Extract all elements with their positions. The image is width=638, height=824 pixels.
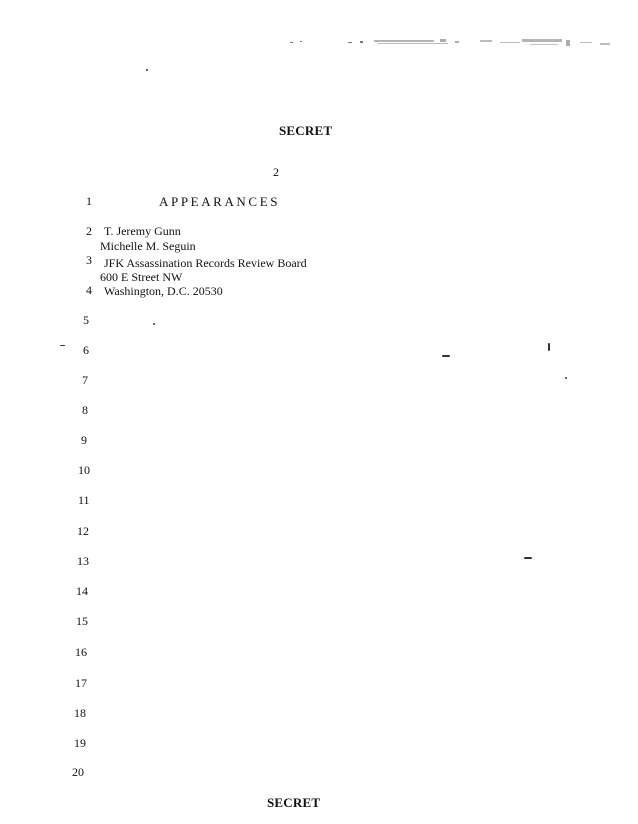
scan-speck [524,557,532,559]
appearance-line: Washington, D.C. 20530 [104,284,223,298]
scan-noise [290,36,620,50]
line-number: 6 [83,343,89,357]
line-number: 17 [75,676,87,690]
line-number: 12 [77,524,89,538]
classification-footer: SECRET [267,795,321,810]
scan-speck [153,323,155,325]
line-number: 4 [86,283,92,297]
appearance-line: T. Jeremy Gunn [104,224,181,238]
appearance-line: Michelle M. Seguin [100,239,196,253]
line-number: 5 [83,313,89,327]
line-number: 1 [86,194,92,208]
line-number: 2 [86,224,92,238]
scan-speck [565,377,567,379]
scan-speck [146,69,148,71]
line-number: 13 [77,554,89,568]
line-number: 20 [72,765,84,779]
page-number: 2 [273,165,279,179]
line-number: 10 [78,463,90,477]
line-number: 16 [75,645,87,659]
line-number: 14 [76,584,88,598]
line-number: 9 [81,433,87,447]
line-number: 7 [82,373,88,387]
line-number: 19 [74,736,86,750]
classification-header: SECRET [279,123,333,138]
scan-speck [442,355,450,357]
line-number: 11 [78,493,90,507]
line-number: 15 [76,614,88,628]
scan-speck [548,343,550,351]
line-number: 3 [86,253,92,267]
appearance-line: JFK Assassination Records Review Board [104,256,307,270]
appearance-line: 600 E Street NW [100,270,183,284]
scan-speck [60,345,65,346]
appearances-heading: APPEARANCES [159,194,281,209]
line-number: 18 [74,706,86,720]
line-number: 8 [82,403,88,417]
